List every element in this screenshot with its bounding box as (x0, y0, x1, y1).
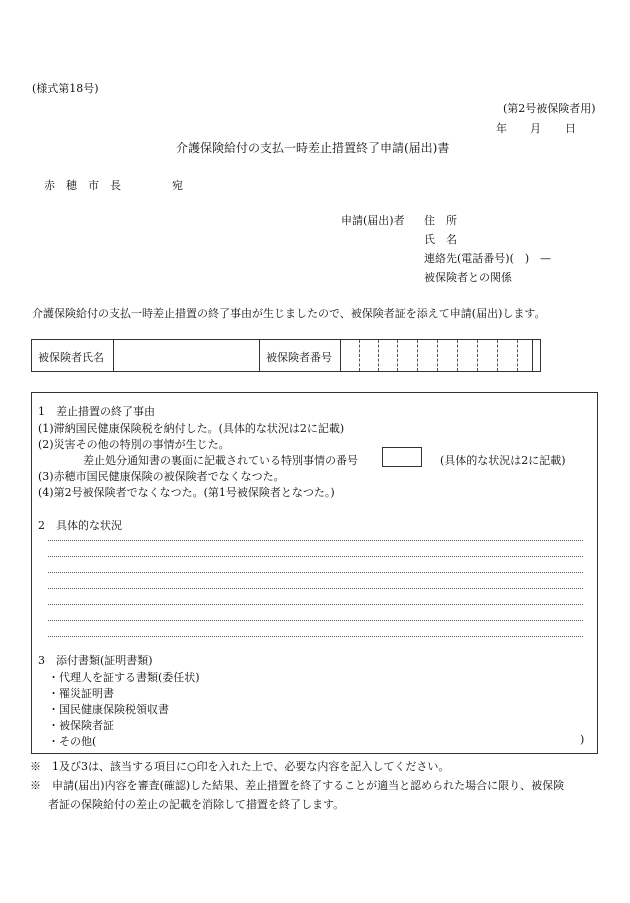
date-month: 月 (530, 122, 541, 135)
reason-item-1: (1)滞納国民健康保険税を納付した。(具体的な状況は2に記載) (38, 422, 345, 435)
insured-number-field[interactable] (341, 340, 532, 371)
note-1: ※ 1及び3は、該当する項目に○印を入れた上で、必要な内容を記入してください。 (30, 760, 450, 773)
date-year: 年 (496, 122, 507, 135)
addressee-suffix: 宛 (172, 179, 183, 192)
address-label: 住 所 (424, 214, 457, 227)
addressee-name: 赤 穂 市 長 (44, 179, 121, 192)
special-number-box[interactable] (382, 447, 422, 467)
attachment-item: ・被保険者証 (48, 719, 114, 732)
contact-label: 連絡先(電話番号)( ) — (424, 252, 552, 265)
applicant-label: 申請(届出)者 (341, 214, 405, 227)
note-2-line2: 者証の保険給付の差止の記載を消除して措置を終了します。 (48, 798, 345, 811)
attachment-item: ・罹災証明書 (48, 687, 114, 700)
reason-item-2-sub: 差止処分通知書の裏面に記載されている特別事情の番号 (83, 454, 358, 467)
section2-heading: 2 具体的な状況 (38, 519, 122, 532)
section3-heading: 3 添付書類(証明書類) (38, 654, 153, 667)
attachment-other-close: ) (580, 733, 585, 746)
reason-item-3: (3)赤穂市国民健康保険の被保険者でなくなつた。 (38, 470, 285, 483)
intro-text: 介護保険給付の支払一時差止措置の終了事由が生じましたので、被保険者証を添えて申請(届出)します。 (32, 307, 546, 320)
form-number: (様式第18号) (32, 82, 99, 95)
attachment-item-other: ・その他( (48, 735, 97, 748)
date-day: 日 (565, 122, 576, 135)
insured-id-table (31, 339, 541, 372)
page-title: 介護保険給付の支払一時差止措置終了申請(届出)書 (176, 141, 450, 155)
insured-number-label: 被保険者番号 (266, 351, 332, 364)
main-form-box (31, 392, 598, 754)
insured-name-field[interactable] (114, 340, 259, 371)
section1-heading: 1 差止措置の終了事由 (38, 405, 155, 418)
attachment-item: ・国民健康保険税領収書 (48, 703, 169, 716)
name-label: 氏 名 (424, 233, 457, 246)
target-label: (第2号被保険者用) (503, 102, 596, 115)
relation-label: 被保険者との関係 (424, 271, 512, 284)
insured-name-label: 被保険者氏名 (38, 351, 104, 364)
note-2-line1: ※ 申請(届出)内容を審査(確認)した結果、差止措置を終了することが適当と認められた場合に限り、被保険 (30, 779, 565, 792)
reason-item-2: (2)災害その他の特別の事情が生じた。 (38, 438, 230, 451)
reason-item-4: (4)第2号被保険者でなくなつた。(第1号被保険者となつた。) (38, 486, 335, 499)
attachment-item: ・代理人を証する書類(委任状) (48, 671, 200, 684)
reason-item-2-note: (具体的な状況は2に記載) (440, 454, 566, 467)
